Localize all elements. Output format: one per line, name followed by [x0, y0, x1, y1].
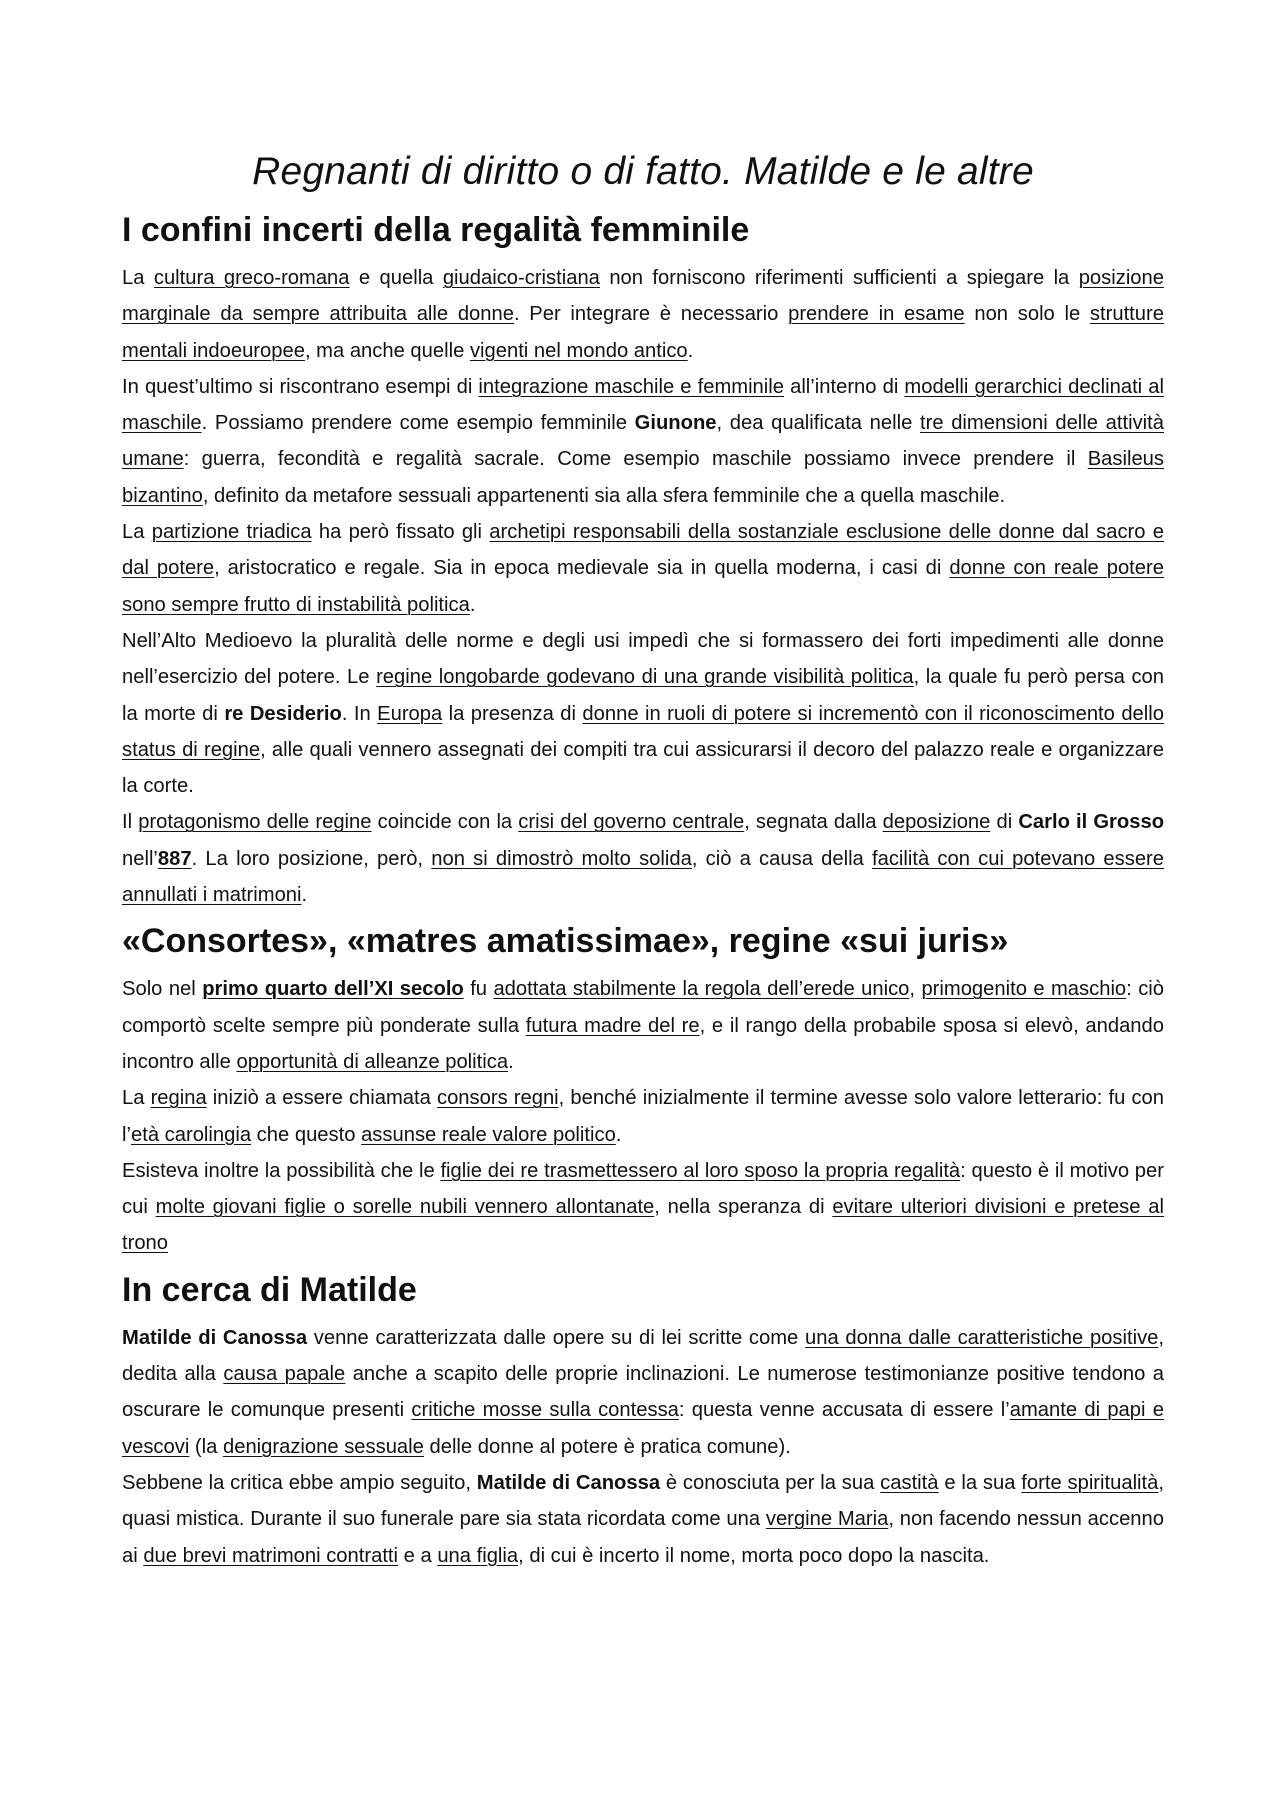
underlined-text: causa papale: [223, 1363, 346, 1386]
document-body: [122, 206, 1164, 1574]
document-page: [122, 150, 1164, 1574]
underlined-text: crisi del governo centrale: [518, 811, 745, 834]
underlined-text: amante di papi e vescovi: [122, 1399, 1164, 1458]
underlined-text: partizione triadica: [151, 521, 312, 544]
section-heading: I confini incerti della regalità femminile: [122, 211, 750, 249]
underlined-text: età carolingia: [130, 1123, 252, 1146]
underlined-text: critiche mosse sulla contessa: [411, 1399, 679, 1422]
bold-text: Matilde di Canossa: [476, 1471, 661, 1494]
section-heading: In cerca di Matilde: [122, 1270, 417, 1309]
underlined-text: donne in ruoli di potere si incrementò con il riconoscimento dello status di regine: [122, 702, 1164, 761]
underlined-text: protagonismo delle regine: [138, 811, 372, 834]
paragraph: La cultura greco-romana e quella giudaico-cristiana non forniscono riferimenti sufficienti a spiegare la posizione marginale da sempre attribuita alle donne. Per integrare è necessario prendere in esame non solo le strutture mentali indoeuropee, ma anche quelle vigenti nel mondo antico.: [122, 267, 1164, 362]
underlined-text: deposizione: [882, 811, 991, 834]
underlined-text: vigenti nel mondo antico: [469, 339, 688, 362]
underlined-text: adottata stabilmente la regola dell’erede unico: [493, 978, 910, 1001]
bold-text: re Desiderio: [224, 702, 342, 725]
underlined-text: molte giovani figlie o sorelle nubili vennero allontanate: [155, 1196, 655, 1219]
bold-text: primo quarto dell’XI secolo: [202, 978, 464, 1001]
underlined-text: donne con reale potere sono sempre frutto di instabilità politica: [122, 557, 1164, 616]
underlined-text: futura madre del re: [525, 1014, 700, 1037]
underlined-text: figlie dei re trasmettessero al loro sposo la propria regalità: [440, 1159, 961, 1182]
underlined-text: evitare ulteriori divisioni e pretese al trono: [122, 1196, 1164, 1255]
underlined-text: non si dimostrò molto solida: [431, 847, 692, 870]
underlined-text: integrazione maschile e femminile: [478, 375, 784, 398]
underlined-text: prendere in esame: [788, 303, 965, 326]
underlined-text: primogenito e maschio: [921, 978, 1127, 1001]
underlined-text: una donna dalle caratteristiche positive: [805, 1326, 1159, 1349]
paragraph: In quest’ultimo si riscontrano esempi di integrazione maschile e femminile all’interno di modelli gerarchici declinati al maschile. Possiamo prendere come esempio femminile Giunone, dea qualificata nelle tre dimensioni delle attività umane: guerra, fecondità e regalità sacrale. Come esempio maschile possiamo invece prendere il Basileus bizantino, definito da metafore sessuali appartenenti sia alla sfera femminile che a quella maschile.: [122, 375, 1164, 507]
bold-text: 887: [157, 847, 192, 870]
underlined-text: facilità con cui potevano essere annullati i matrimoni: [122, 847, 1165, 907]
paragraph: La regina iniziò a essere chiamata consors regni, benché inizialmente il termine avesse solo valore letterario: fu con l’età carolingia che questo assunse reale valore politico.: [122, 1087, 1164, 1146]
underlined-text: castità: [880, 1471, 939, 1494]
bold-text: Matilde di Canossa: [122, 1326, 308, 1349]
document-title: Regnanti di diritto o di fatto. Matilde e le altre: [252, 150, 1034, 193]
underlined-text: consors regni: [436, 1087, 559, 1110]
paragraph: Il protagonismo delle regine coincide con la crisi del governo centrale, segnata dalla deposizione di Carlo il Grosso nell’887. La loro posizione, però, non si dimostrò molto solida, ciò a causa della facilità con cui potevano essere annullati i matrimoni.: [122, 811, 1165, 907]
underlined-text: vergine Maria: [765, 1508, 889, 1531]
underlined-text: giudaico-cristiana: [442, 267, 600, 289]
underlined-text: regine longobarde godevano di una grande visibilità politica: [376, 666, 914, 689]
underlined-text: archetipi responsabili della sostanziale esclusione delle donne dal sacro e dal potere: [122, 521, 1164, 580]
paragraph: Esisteva inoltre la possibilità che le figlie dei re trasmettessero al loro sposo la propria regalità: questo è il motivo per cui molte giovani figlie o sorelle nubili vennero allontanate, nella speranza di evitare ulteriori divisioni e pretese al trono: [122, 1159, 1164, 1255]
paragraph: Matilde di Canossa venne caratterizzata dalle opere su di lei scritte come una donna dalle caratteristiche positive, dedita alla causa papale anche a scapito delle proprie inclinazioni. Le numerose testimonianze positive tendono a oscurare le comunque presenti critiche mosse sulla contessa: questa venne accusata di essere l’amante di papi e vescovi (la denigrazione sessuale delle donne al potere è pratica comune).: [122, 1326, 1165, 1458]
underlined-text: forte spiritualità: [1021, 1471, 1159, 1494]
underlined-text: opportunità di alleanze politica: [236, 1050, 509, 1073]
paragraph: Nell’Alto Medioevo la pluralità delle norme e degli usi impedì che si formassero dei forti impedimenti alle donne nell’esercizio del potere. Le regine longobarde godevano di una grande visibilità politica, la quale fu però persa con la morte di re Desiderio. In Europa la presenza di donne in ruoli di potere si incrementò con il riconoscimento dello status di regine, alle quali vennero assegnati dei compiti tra cui assicurarsi il decoro del palazzo reale e organizzare la corte.: [122, 629, 1165, 798]
underlined-text: due brevi matrimoni contratti: [143, 1544, 399, 1567]
underlined-text: una figlia: [437, 1544, 519, 1567]
paragraph: La partizione triadica ha però fissato gli archetipi responsabili della sostanziale esclusione delle donne dal sacro e dal potere, aristocratico e regale. Sia in epoca medievale sia in quella moderna, i casi di donne con reale potere sono sempre frutto di instabilità politica.: [122, 521, 1164, 616]
underlined-text: strutture mentali indoeuropee: [122, 303, 1164, 362]
underlined-text: tre dimensioni delle attività umane: [122, 412, 1164, 471]
underlined-text: posizione marginale da sempre attribuita alle donne: [122, 267, 1164, 326]
underlined-text: Basileus bizantino: [122, 448, 1164, 507]
section-heading: «Consortes», «matres amatissimae», regine «sui juris»: [122, 922, 1009, 961]
underlined-text: assunse reale valore politico: [361, 1123, 616, 1146]
underlined-text: cultura greco-romana: [153, 267, 350, 289]
underlined-text: regina: [150, 1087, 207, 1110]
underlined-text: modelli gerarchici declinati al maschile: [122, 375, 1164, 435]
bold-text: Carlo il Grosso: [1018, 811, 1165, 834]
paragraph: Sebbene la critica ebbe ampio seguito, Matilde di Canossa è conosciuta per la sua castità e la sua forte spiritualità, quasi mistica. Durante il suo funerale pare sia stata ricordata come una vergine Maria, non facendo nessun accenno ai due brevi matrimoni contratti e a una figlia, di cui è incerto il nome, morta poco dopo la nascita.: [122, 1471, 1164, 1567]
bold-text: Giunone: [634, 412, 717, 435]
paragraph: Solo nel primo quarto dell’XI secolo fu adottata stabilmente la regola dell’erede unico, primogenito e maschio: ciò comportò scelte sempre più ponderate sulla futura madre del re, e il rango della probabile sposa si elevò, andando incontro alle opportunità di alleanze politica.: [122, 978, 1165, 1073]
underlined-text: Europa: [377, 702, 443, 725]
underlined-text: denigrazione sessuale: [222, 1435, 424, 1458]
